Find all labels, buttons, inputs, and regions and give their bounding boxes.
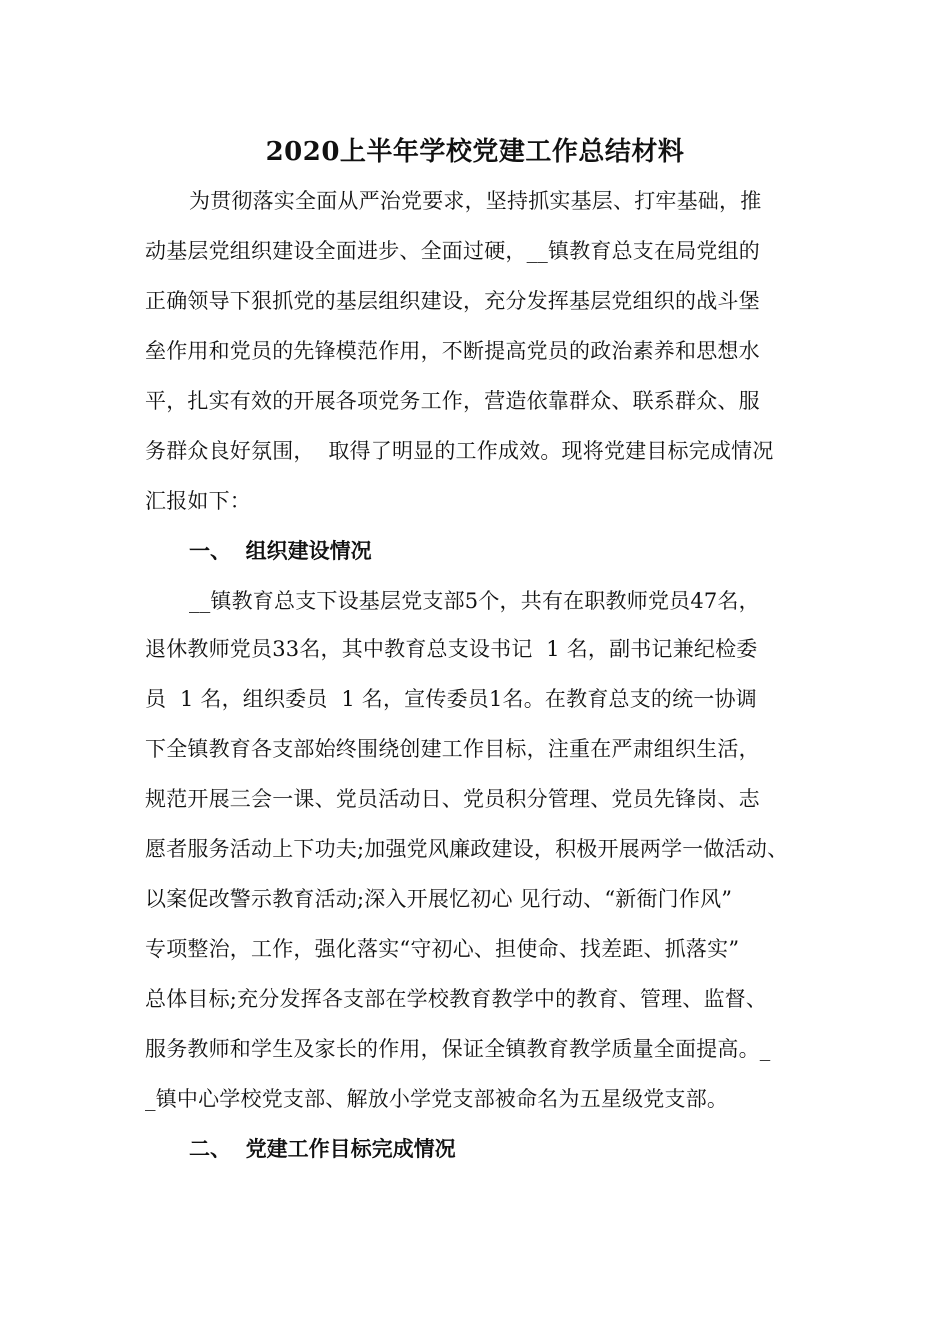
section1-line: 总体目标;充分发挥各支部在学校教育教学中的教育、管理、监督、: [145, 987, 768, 1011]
section-heading-targets: 二、 党建工作目标完成情况: [189, 1136, 456, 1161]
section1-line: 员 1 名，组织委员 1 名，宣传委员1名。在教育总支的统一协调: [145, 687, 757, 711]
section1-line: 专项整治，工作，强化落实“守初心、担使命、找差距、抓落实”: [145, 937, 740, 961]
intro-line: 务群众良好氛围， 取得了明显的工作成效。现将党建目标完成情况: [145, 439, 774, 463]
section1-line: 规范开展三会一课、党员活动日、党员积分管理、党员先锋岗、志: [145, 787, 760, 811]
section1-line: __镇教育总支下设基层党支部5个，共有在职教师党员47名，: [189, 589, 760, 613]
section1-line: 愿者服务活动上下功夫;加强党风廉政建设，积极开展两学一做活动、: [145, 837, 789, 861]
intro-line: 汇报如下：: [145, 489, 251, 513]
intro-line: 垒作用和党员的先锋模范作用，不断提高党员的政治素养和思想水: [145, 339, 760, 363]
section1-line: 退休教师党员33名，其中教育总支设书记 1 名，副书记兼纪检委: [145, 637, 758, 661]
intro-line: 为贯彻落实全面从严治党要求，坚持抓实基层、打牢基础，推: [189, 189, 762, 213]
document-title: 2020上半年学校党建工作总结材料: [265, 137, 685, 167]
section-heading-organization: 一、 组织建设情况: [189, 538, 372, 563]
intro-line: 平，扎实有效的开展各项党务工作，营造依靠群众、联系群众、服: [145, 389, 760, 413]
intro-line: 正确领导下狠抓党的基层组织建设，充分发挥基层党组织的战斗堡: [145, 289, 760, 313]
section1-line: _镇中心学校党支部、解放小学党支部被命名为五星级党支部。: [145, 1087, 729, 1111]
section1-line: 服务教师和学生及家长的作用，保证全镇教育教学质量全面提高。_: [145, 1037, 771, 1061]
section1-line: 以案促改警示教育活动;深入开展忆初心 见行动、“新衙门作风”: [145, 887, 733, 911]
intro-line: 动基层党组织建设全面进步、全面过硬，__镇教育总支在局党组的: [145, 239, 760, 263]
section1-line: 下全镇教育各支部始终围绕创建工作目标，注重在严肃组织生活，: [145, 737, 760, 761]
